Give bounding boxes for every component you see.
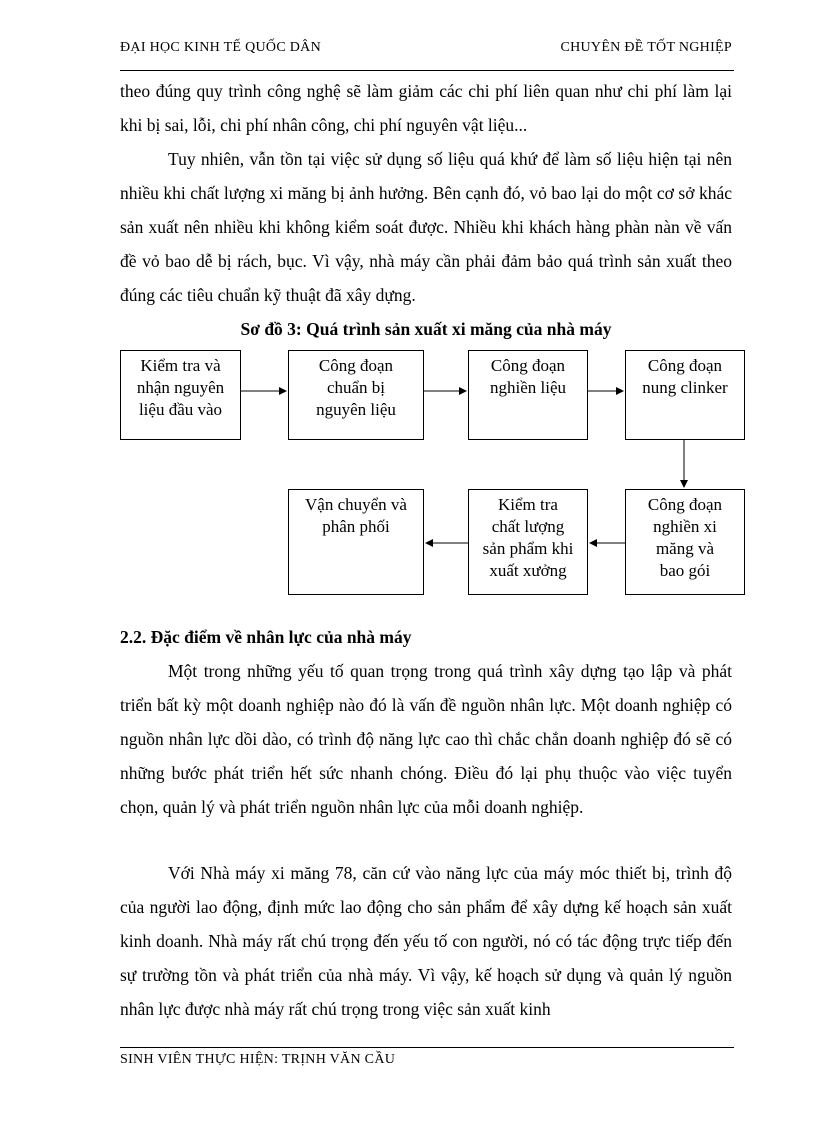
step-box-5 [625,489,745,595]
step-2-line-2: chuẩn bị [326,378,386,397]
page-header [120,40,734,71]
paragraph-1: theo đúng quy trình công nghệ sẽ làm giảm các chi phí liên quan như chi phí làm lại khi bị sai, lỗi, chi phí nhân công, chi phí nguyên vật liệu... [120,81,732,135]
step-2-line-3: nguyên liệu [316,400,396,419]
step-1-line-2: nhận nguyên [136,378,225,397]
step-box-6 [468,489,588,595]
step-3-line-1: Công đoạn [490,356,566,375]
footer-author: SINH VIÊN THỰC HIỆN: TRỊNH VĂN CẦU [120,1052,396,1067]
paragraph-2: Tuy nhiên, vẫn tồn tại việc sử dụng số liệu quá khứ để làm số liệu hiện tại nên nhiều khi chất lượng xi măng bị ảnh hưởng. Bên cạnh đó, vỏ bao lại do một cơ sở khác sản xuất nên nhiều khi không kiểm soát được. Nhiều khi khách hàng phàn nàn về vấn đề vỏ bao dễ bị rách, bục. Vì vậy, nhà máy cần phải đảm bảo quá trình sản xuất theo đúng các tiêu chuẩn kỹ thuật đã xây dựng. [120,149,732,305]
step-5-line-2: nghiền xi [653,517,717,536]
diagram-caption: Sơ đồ 3: Quá trình sản xuất xi măng của nhà máy [240,319,612,339]
header-report-type: CHUYÊN ĐỀ TỐT NGHIỆP [560,40,732,55]
section-heading: 2.2. Đặc điểm về nhân lực của nhà máy [120,627,412,647]
step-6-line-2: chất lượng [491,517,565,536]
step-box-1 [120,350,241,440]
step-6-line-3: sản phẩm khi [482,539,574,558]
step-6-line-1: Kiểm tra [498,495,558,514]
step-1-line-1: Kiểm tra và [140,356,221,375]
step-box-3 [468,350,588,440]
step-box-2 [288,350,424,440]
step-5-line-1: Công đoạn [647,495,723,514]
step-7-line-2: phân phối [322,517,390,536]
step-3-line-2: nghiền liệu [489,378,566,397]
header-university: ĐẠI HỌC KINH TẾ QUỐC DÂN [120,40,321,55]
step-7-line-1: Vận chuyển và [305,495,407,514]
step-4-line-2: nung clinker [642,378,728,397]
step-5-line-3: măng và [655,539,715,558]
step-1-line-3: liệu đầu vào [138,400,223,419]
paragraph-4: Với Nhà máy xi măng 78, căn cứ vào năng lực của máy móc thiết bị, trình độ của người lao động, định mức lao động cho sản phẩm để xây dựng kế hoạch sản xuất kinh doanh. Nhà máy rất chú trọng đến yếu tố con người, nó có tác động trực tiếp đến sự trường tồn và phát triển của nhà máy. Vì vậy, kế hoạch sử dụng và quản lý nguồn nhân lực được nhà máy rất chú trọng trong việc sản xuất kinh [120,863,732,1019]
page-footer [120,1047,734,1068]
paragraph-3: Một trong những yếu tố quan trọng trong quá trình xây dựng tạo lập và phát triển bất kỳ một doanh nghiệp nào đó là vấn đề nguồn nhân lực. Một doanh nghiệp có nguồn nhân lực dồi dào, có trình độ năng lực cao thì chắc chắn doanh nghiệp đó sẽ có những bước phát triển hết sức nhanh chóng. Điều đó lại phụ thuộc vào việc tuyển chọn, quản lý và phát triển nguồn nhân lực của mỗi doanh nghiệp. [120,661,732,817]
step-box-7 [288,489,424,595]
step-4-line-1: Công đoạn [647,356,723,375]
step-6-line-4: xuất xưởng [489,561,567,580]
step-5-line-4: bao gói [659,561,711,580]
step-2-line-1: Công đoạn [318,356,394,375]
step-box-4 [625,350,745,440]
